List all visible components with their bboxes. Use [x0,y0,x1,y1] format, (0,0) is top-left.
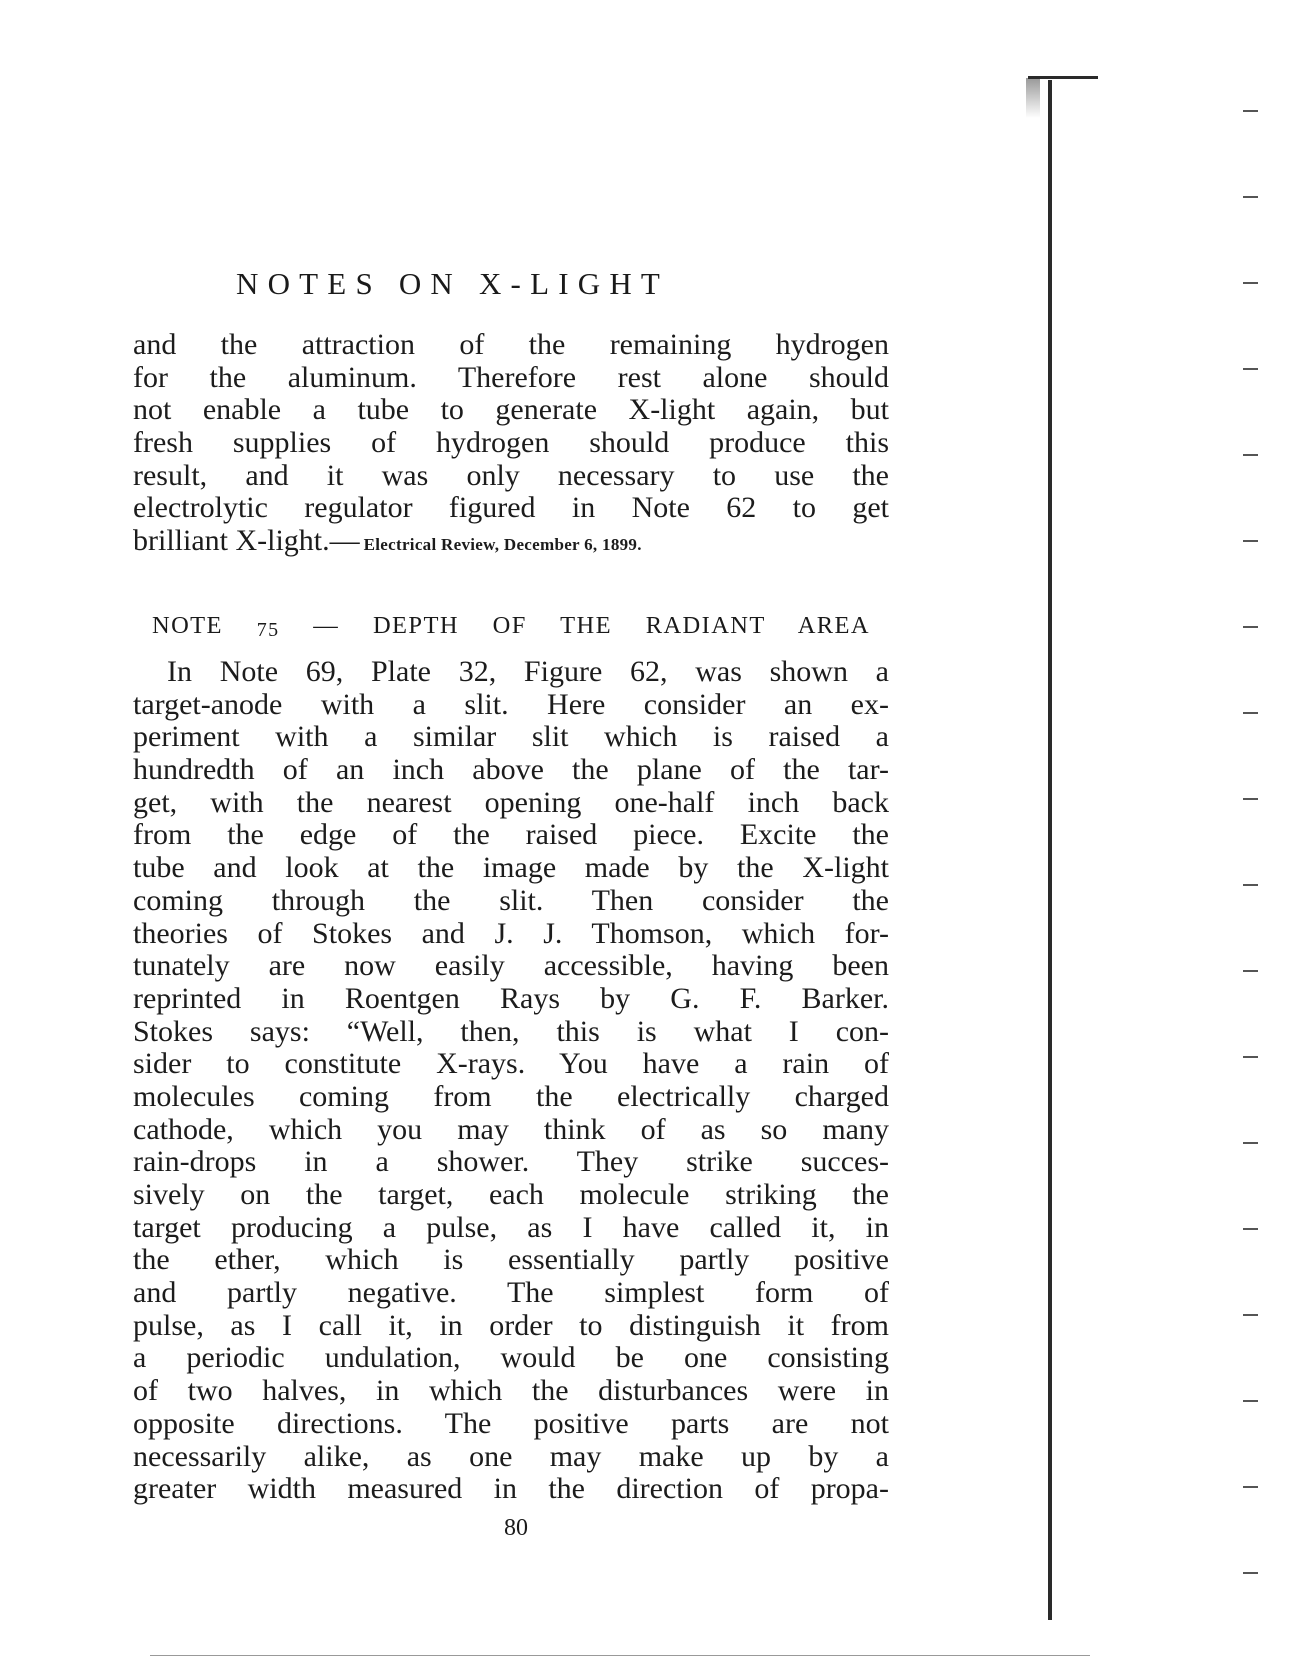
text-line: electrolytic regulator figured in Note 62 to get [133,491,889,525]
margin-tick [1243,454,1258,456]
text-line: target producing a pulse, as I have called it, in [133,1210,889,1244]
text-line: tube and look at the image made by the X-light [133,851,889,885]
margin-tick [1243,368,1258,370]
text-line: target-anode with a slit. Here consider an ex- [133,687,889,721]
text-line: necessarily alike, as one may make up by a [133,1439,889,1473]
margin-tick [1243,1056,1258,1058]
text-line: cathode, which you may think of as so many [133,1112,889,1146]
text-line: of two halves, in which the disturbances were in [133,1374,889,1408]
text-line: a periodic undulation, would be one consisting [133,1341,889,1375]
text-line: molecules coming from the electrically charged [133,1079,889,1113]
note-label: NOTE [152,612,223,639]
text-line: sively on the target, each molecule striking the [133,1178,889,1211]
margin-tick [1243,1314,1258,1316]
margin-tick [1243,798,1258,800]
margin-tick [1243,1486,1258,1488]
text-line: periment with a similar slit which is raised a [133,720,889,754]
text-line: result, and it was only necessary to use the [133,458,889,492]
continued-paragraph [133,329,889,558]
text-line: fresh supplies of hydrogen should produce this [133,426,889,460]
text-line: tunately are now easily accessible, having been [133,949,889,983]
text-line: theories of Stokes and J. J. Thomson, which for- [133,916,889,950]
text-line: pulse, as I call it, in order to distinguish it from [133,1308,889,1342]
text-line: rain-drops in a shower. They strike succes- [133,1145,889,1179]
bottom-edge-line [150,1655,1090,1656]
margin-tick [1243,196,1258,198]
margin-tick [1243,540,1258,542]
text-line: reprinted in Roentgen Rays by G. F. Barker. [133,981,889,1015]
text-line: opposite directions. The positive parts are not [133,1406,889,1440]
note-heading [152,612,870,640]
text-line: greater width measured in the direction of propa- [133,1472,889,1506]
text-line: Stokes says: “Well, then, this is what I con- [133,1014,889,1048]
text-line: coming through the slit. Then consider the [133,883,889,917]
margin-tick [1243,1572,1258,1574]
text-line: from the edge of the raised piece. Excite the [133,818,889,852]
gutter-top-edge [1028,76,1098,79]
note-body-paragraph [133,656,889,1506]
margin-tick [1243,626,1258,628]
text-line: get, with the nearest opening one-half inch back [133,785,889,819]
text-line: and partly negative. The simplest form of [133,1276,889,1310]
scan-smudge [1026,78,1040,118]
page-number: 80 [504,1515,528,1541]
gutter-rule [1048,80,1052,1620]
margin-tick [1243,110,1258,112]
running-head: NOTES ON X-LIGHT [236,266,670,301]
margin-tick [1243,970,1258,972]
text-line: the ether, which is essentially partly positive [133,1243,889,1277]
source-citation: Electrical Review, December 6, 1899. [363,535,642,555]
margin-tick [1243,282,1258,284]
note-title: — DEPTH OF THE RADIANT AREA [313,612,871,639]
margin-tick [1243,884,1258,886]
text-line: for the aluminum. Therefore rest alone should [133,360,889,394]
text-line-last [133,525,889,558]
margin-tick [1243,1400,1258,1402]
text-line-end: brilliant X-light.— [133,524,360,558]
margin-tick [1243,1228,1258,1230]
margin-tick [1243,712,1258,714]
text-line: sider to constitute X-rays. You have a rain of [133,1047,889,1081]
text-line: and the attraction of the remaining hydrogen [133,328,889,361]
margin-tick [1243,1142,1258,1144]
text-line: not enable a tube to generate X-light again, but [133,393,889,427]
text-line: hundredth of an inch above the plane of the tar- [133,753,889,787]
text-line: In Note 69, Plate 32, Figure 62, was shown a [167,655,889,688]
note-number: 75 [256,619,280,641]
